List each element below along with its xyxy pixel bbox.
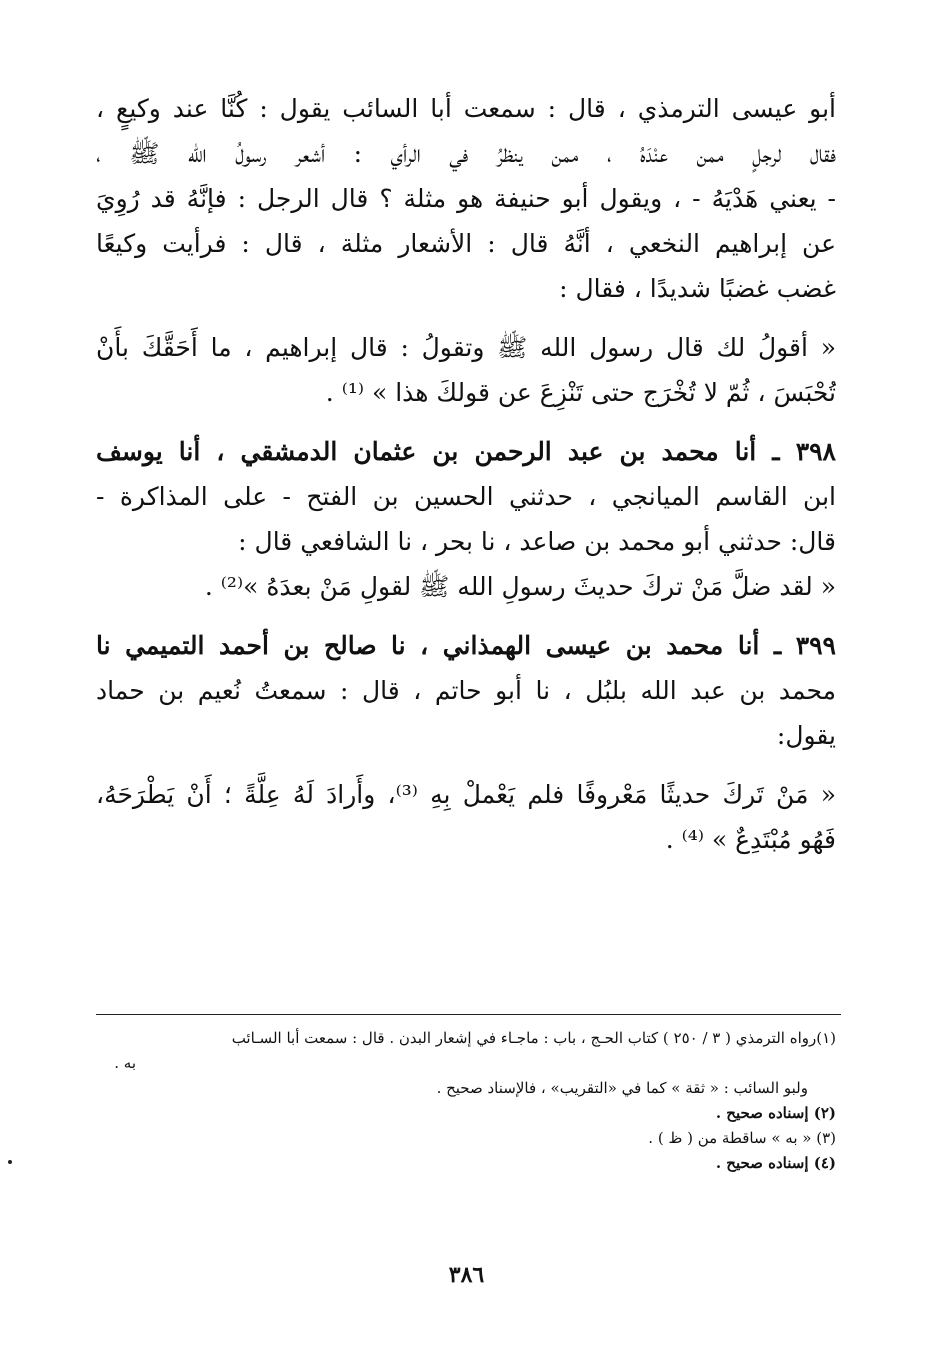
paragraph-1 [96, 86, 836, 311]
text-line: يقول: [776, 721, 836, 750]
text-line: ٣٩٩ ـ أنا محمد بن عيسى الهمذاني ، نا صالح بن أحمد التميمي نا [96, 631, 836, 660]
page-number: ٣٨٦ [448, 1262, 485, 1288]
footnote-2: (٢) إسناده صحيح . [715, 1104, 836, 1122]
footnote-1-cont: به . [114, 1054, 136, 1072]
text-line: قال: حدثني أبو محمد بن صاعد ، نا بحر ، نا الشافعي قال : [238, 527, 836, 556]
footnote-3: (٣) « به » ساقطة من ( ظ ) . [648, 1129, 836, 1147]
page-body [96, 86, 836, 862]
footnotes [96, 1026, 836, 1176]
footnote-4: (٤) إسناده صحيح . [715, 1154, 836, 1172]
scan-speck [8, 1160, 12, 1164]
text-line: عن إبراهيم النخعي ، أنَّهُ قال : الأشعار مثلة ، قال : فرأيت وكيعًا [96, 229, 836, 258]
text-line: فَهُو مُبْتَدِعٌ » ⁽⁴⁾ . [665, 825, 836, 854]
text-line: ٣٩٨ ـ أنا محمد بن عبد الرحمن بن عثمان الدمشقي ، أنا يوسف [96, 437, 836, 466]
text-line: محمد بن عبد الله بلبُل ، نا أبو حاتم ، قال : سمعتُ نُعيم بن حماد [96, 676, 836, 705]
text-line: - يعني هَدْيَهُ - ، ويقول أبو حنيفة هو مثلة ؟ قال الرجل : فإنَّهُ قد رُوِيَ [96, 184, 836, 213]
text-line: « مَنْ تَركَ حديثًا مَعْروفًا فلم يَعْملْ بِهِ ⁽³⁾، وأَرادَ لَهُ عِلَّةً ؛ أَنْ يَطْرَحَهُ، [96, 780, 836, 809]
hadith-398 [96, 429, 836, 609]
hadith-399 [96, 623, 836, 758]
text-line: أبو عيسى الترمذي ، قال : سمعت أبا السائب يقول : كُنَّا عند وكيعٍ ، [96, 94, 836, 123]
footnote-1: (١)رواه الترمذي ( ٣ / ٢٥٠ ) كتاب الحـج ، باب : ماجـاء في إشعار البدن . قال : سمعت أبا السـائب [231, 1029, 836, 1047]
paragraph-2 [96, 325, 836, 415]
text-line: تُحْبَسَ ، ثُمّ لا تُخْرَج حتى تَنْزِعَ عن قولكَ هذا » ⁽¹⁾ . [325, 378, 836, 407]
text-line: « لقد ضلَّ مَنْ تركَ حديثَ رسولِ الله ﷺ لقولِ مَنْ بعدَهُ »⁽²⁾ . [204, 572, 836, 601]
footnote-divider [96, 1014, 841, 1015]
quote-paragraph [96, 772, 836, 862]
text-line: فقال لرجلٍ ممن عنْدَهُ ، ممن ينظرُ في الرأي : أشعر رسولُ الله ﷺ ، [96, 139, 836, 168]
text-line: غضب غضبًا شديدًا ، فقال : [559, 274, 836, 303]
text-line: ابن القاسم الميانجي ، حدثني الحسين بن الفتح - على المذاكرة - [96, 482, 836, 511]
text-line: « أقولُ لك قال رسول الله ﷺ وتقولُ : قال إبراهيم ، ما أَحَقَّكَ بأَنْ [96, 333, 836, 362]
footnote-1-note: ولبو السائب : « ثقة » كما في «التقريب» ، فالإسناد صحيح . [436, 1079, 808, 1097]
